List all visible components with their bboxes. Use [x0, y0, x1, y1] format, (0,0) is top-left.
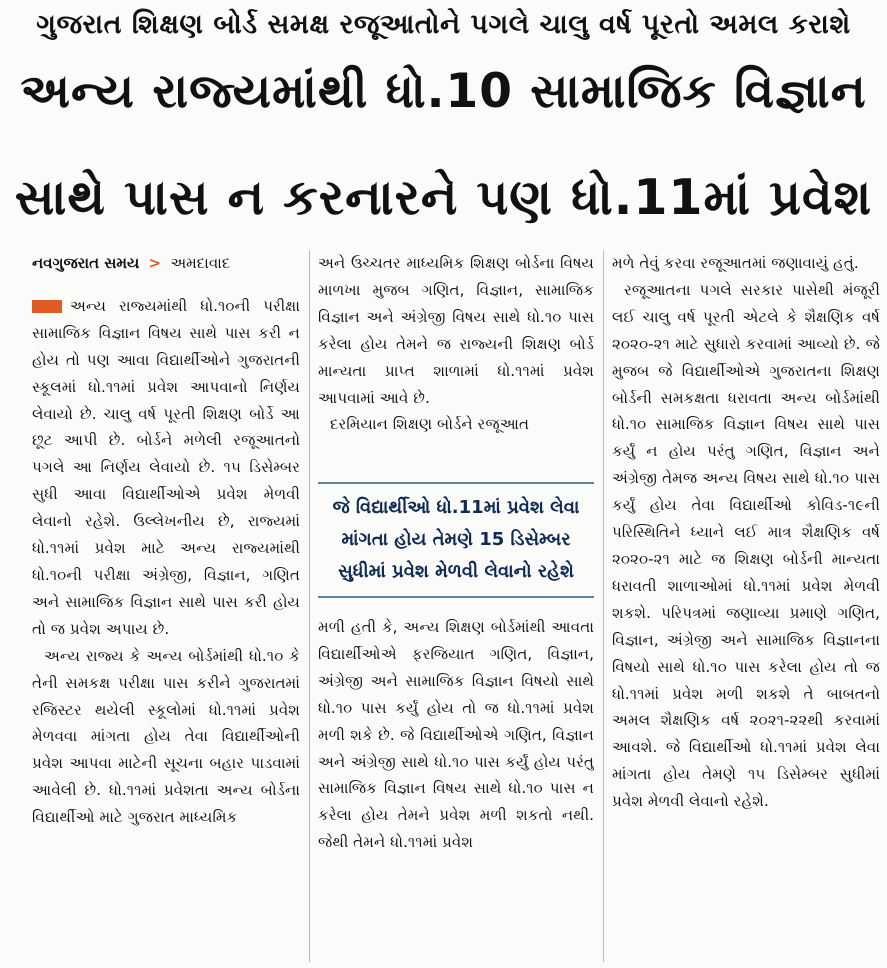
article-column-2 [318, 250, 594, 962]
pull-quote: જે વિદ્યાર્થીઓ ધો.11માં પ્રવેશ લેવા માંગતા હોય તેમણે 15 ડિસેમ્બર સુધીમાં પ્રવેશ મેળવી લેવાનો રહેશે [318, 482, 594, 598]
article-column-3 [612, 250, 880, 962]
column-divider-2 [603, 250, 604, 962]
byline [32, 250, 300, 277]
paragraph: અને ઉચ્ચતર માધ્યમિક શિક્ષણ બોર્ડના વિષય માળખા મુજબ ગણિત, વિજ્ઞાન, સામાજિક વિજ્ઞાન અને અંગ્રેજી વિષય સાથે ધો.૧૦ પાસ કરેલા હોય તેમને જ રાજ્યની શિક્ષણ બોર્ડ માન્યતા પ્રાપ્ત શાળામાં ધો.૧૧માં પ્રવેશ આપવામાં આવે છે. [318, 254, 594, 407]
byline-source: નવગુજરાત સમય [32, 254, 140, 272]
headline-line-1: અન્ય રાજ્યમાંથી ધો.10 સામાજિક વિજ્ઞાન [20, 64, 867, 119]
section-marker-icon [32, 300, 62, 313]
kicker-headline: ગુજરાત શિક્ષણ બોર્ડ સમક્ષ રજૂઆતોને પગલે ચાલુ વર્ષ પૂરતો અમલ કરાશે [36, 9, 851, 40]
paragraph-text: અન્ય રાજ્યમાંથી ધો.૧૦ની પરીક્ષા સામાજિક વિજ્ઞાન વિષય સાથે પાસ કરી ન હોય તો પણ આવા વિદ્યાર્થીઓને ગુજરાતની સ્કૂલમાં ધો.૧૧માં પ્રવેશ આપવાનો નિર્ણય લેવાયો છે. ચાલુ વર્ષ પૂરતી શિક્ષણ બોર્ડે આ છૂટ આપી છે. બોર્ડને મળેલી રજૂઆતનો પગલે આ નિર્ણય લેવાયો છે. ૧૫ ડિસેમ્બર સુધી આવા વિદ્યાર્થીઓએ પ્રવેશ મેળવી લેવાનો રહેશે. ઉલ્લેખનીય છે, રાજ્યમાં ધો.૧૧માં પ્રવેશ માટે અન્ય રાજ્યમાંથી ધો.૧૦ની પરીક્ષા અંગ્રેજી, વિજ્ઞાન, ગણિત અને સામાજિક વિજ્ઞાન સાથે પાસ કરી હોય તો જ પ્રવેશ અપાય છે. [32, 296, 300, 638]
column-divider-1 [309, 250, 310, 962]
paragraph: મળી હતી કે, અન્ય શિક્ષણ બોર્ડમાંથી આવતા વિદ્યાર્થીઓએ ફરજિયાત ગણિત, વિજ્ઞાન, અંગ્રેજી અને સામાજિક વિજ્ઞાન વિષયો સાથે ધો.૧૦ પાસ કર્યું હોય તો જ ધો.૧૧માં પ્રવેશ મળી શકે છે. જે વિદ્યાર્થીઓએ ગણિત, વિજ્ઞાન અને અંગ્રેજી સાથે ધો.૧૦ પાસ કર્યું હોય પરંતુ સામાજિક વિજ્ઞાન વિષય સાથે ધો.૧૦ પાસ ન કરેલા હોય તેમને પ્રવેશ મળી શકતો નથી. જેથી તેમને ધો.૧૧માં પ્રવેશ [318, 618, 594, 852]
headline-line-2: સાથે પાસ ન કરનારને પણ ધો.11માં પ્રવેશ [14, 169, 873, 226]
paragraph [32, 293, 300, 643]
paragraph: દરમિયાન શિક્ષણ બોર્ડને રજૂઆત [330, 415, 530, 434]
column-2-top [318, 250, 594, 474]
paragraph: અન્ય રાજ્ય કે અન્ય બોર્ડમાંથી ધો.૧૦ કે તેની સમકક્ષ પરીક્ષા પાસ કરીને ગુજરાતમાં રજિસ્ટર થયેલી સ્કૂલોમાં ધો.૧૧માં પ્રવેશ મેળવવા માંગતા હોય તેવા વિદ્યાર્થીઓની પ્રવેશ આપવા માટેની સૂચના બહાર પાડવામાં આવેલી છે. ધો.૧૧માં પ્રવેશતા અન્ય બોર્ડના વિદ્યાર્થીઓ માટે ગુજરાત માધ્યમિક [32, 646, 300, 827]
paragraph: મળે તેવું કરવા રજૂઆતમાં જણાવાયું હતું. [612, 254, 859, 272]
article-column-1 [32, 250, 300, 962]
paragraph: રજૂઆતના પગલે સરકાર પાસેથી મંજૂરી લઈ ચાલુ વર્ષ પૂરતી એટલે કે શૈક્ષણિક વર્ષ ૨૦૨૦-૨૧ માટે સુધારો કરવામાં આવ્યો છે. જે મુજબ જે વિદ્યાર્થીઓએ ગુજરાતના શિક્ષણ બોર્ડની સમકક્ષતા ધરાવતા અન્ય બોર્ડમાંથી ધો.૧૦ સામાજિક વિજ્ઞાન વિષય સાથે પાસ કર્યું ન હોય પરંતુ ગણિત, વિજ્ઞાન અને અંગ્રેજી તેમજ અન્ય વિષય સાથે ધો.૧૦ પાસ કર્યું હોય તેવા વિદ્યાર્થીઓ કોવિડ-૧૯ની પરિસ્થિતિને ધ્યાને લઈ માત્ર શૈક્ષણિક વર્ષ ૨૦૨૦-૨૧ માટે જ શિક્ષણ બોર્ડની માન્યતા ધરાવતી શાળાઓમાં ધો.૧૧માં પ્રવેશ મેળવી શકશે. પરિપત્રમાં જણાવ્યા પ્રમાણે ગણિત, વિજ્ઞાન, અંગ્રેજી અને સામાજિક વિજ્ઞાનના વિષયો સાથે ધો.૧૦ પાસ કરેલા હોય તો જ ધો.૧૧માં પ્રવેશ મળી શકશે તે બાબતનો અમલ શૈક્ષણિક વર્ષ ૨૦૨૧-૨૨થી કરવામાં આવશે. જે વિદ્યાર્થીઓ ધો.૧૧માં પ્રવેશ લેવા માંગતા હોય તેમણે ૧૫ ડિસેમ્બર સુધીમાં પ્રવેશ મેળવી લેવાનો રહેશે. [612, 280, 880, 811]
byline-separator: > [148, 254, 162, 272]
byline-place: અમદાવાદ [170, 254, 231, 272]
